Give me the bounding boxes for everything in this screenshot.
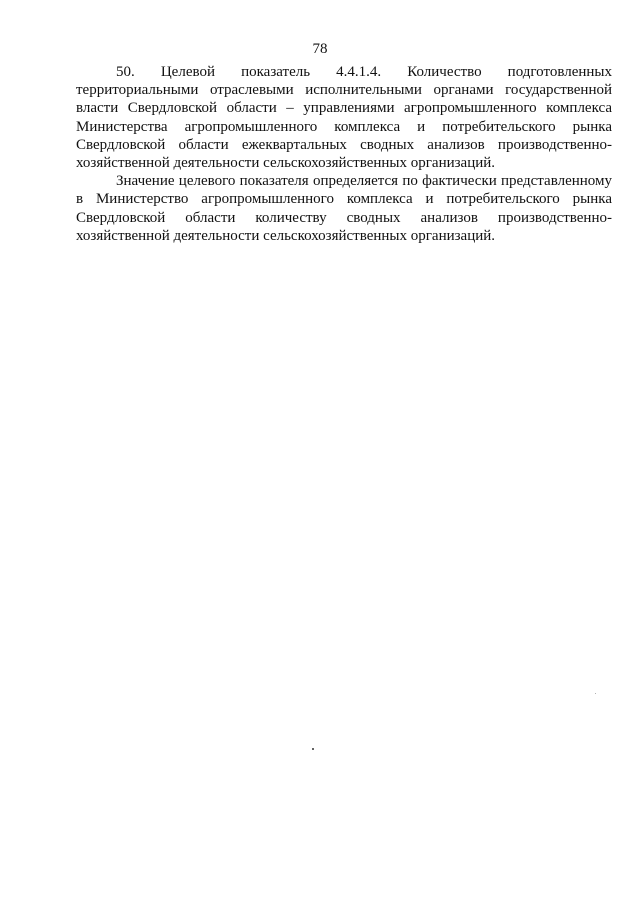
page-number: 78 — [312, 41, 328, 57]
paragraph-indicator-value: Значение целевого показателя определяется по фактически представленному в Министерство агропромышленного комплекса и потребительского рынка Свердловской области количеству сводных анализов производственно-хозяйственной деятельности сельскохозяйственных организаций. — [76, 173, 612, 244]
document-body — [76, 63, 612, 245]
paragraph-indicator-definition: 50. Целевой показатель 4.4.1.4. Количество подготовленных территориальными отраслевыми исполнительными органами государственной власти Свердловской области – управлениями агропромышленного комплекса Министерства агропромышленного комплекса и потребительского рынка Свердловской области ежеквартальных сводных анализов производственно-хозяйственной деятельности сельскохозяйственных организаций. — [76, 64, 612, 172]
scan-speck — [312, 748, 314, 750]
scan-speck — [595, 693, 596, 694]
